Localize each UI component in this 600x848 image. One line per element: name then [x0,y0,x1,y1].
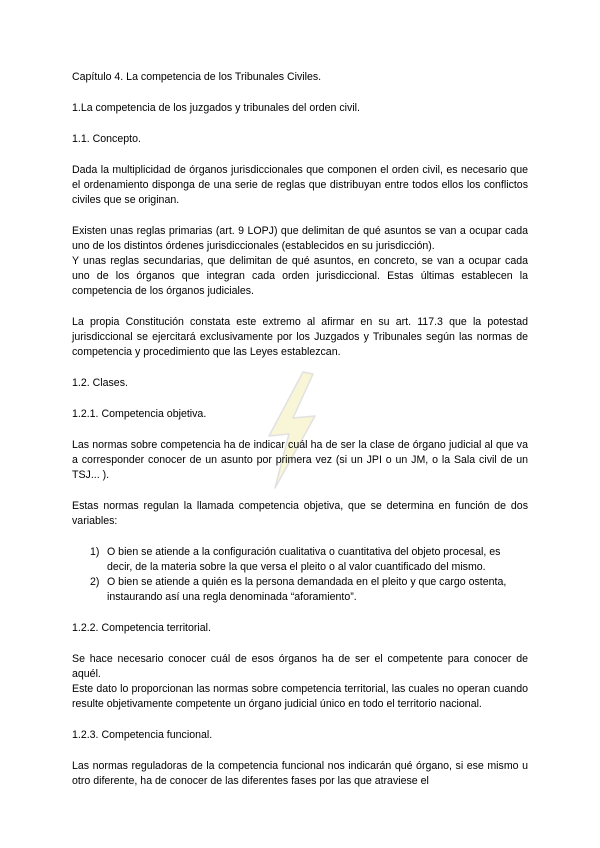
chapter-title: Capítulo 4. La competencia de los Tribunales Civiles. [72,71,322,83]
section-1-title: 1.La competencia de los juzgados y tribunales del orden civil. [72,102,360,114]
paragraph-concepto-1: Dada la multiplicidad de órganos jurisdiccionales que componen el orden civil, es necesario que el ordenamiento disponga de una serie de reglas que distribuyan entre todos ellos los conflictos civiles que se originan. [72,164,528,206]
paragraph-funcional-1: Las normas reguladoras de la competencia funcional nos indicarán qué órgano, si ese mismo u otro diferente, ha de conocer de las diferentes fases por las que atraviese el [72,760,528,787]
paragraph-objetiva-1: Las normas sobre competencia ha de indicar cuál ha de ser la clase de órgano judicial al que va a corresponder conocer de un asunto por primera vez (si un JPI o un JM, o la Sala civil de un TSJ... ). [72,439,528,481]
variables-list [72,545,528,605]
paragraph-concepto-2b: Y unas reglas secundarias, que delimitan de qué asuntos, en concreto, se van a ocupar cada uno de los órganos que integran cada orden jurisdiccional. Estas últimas establecen la competencia de los órganos judiciales. [72,255,528,297]
section-1-2-1-title: 1.2.1. Competencia objetiva. [72,408,207,420]
paragraph-territorial-2: Este dato lo proporcionan las normas sobre competencia territorial, las cuales no operan cuando resulte objetivamente competente un órgano judicial único en todo el territorio nacional. [72,683,528,710]
paragraph-concepto-3: La propia Constitución constata este extremo al afirmar en su art. 117.3 que la potestad jurisdiccional se ejercitará exclusivamente por los Juzgados y Tribunales según las normas de competencia y procedimiento que las Leyes establezcan. [72,316,528,358]
section-1-2-title: 1.2. Clases. [72,377,128,389]
section-1-2-2-title: 1.2.2. Competencia territorial. [72,622,211,634]
paragraph-objetiva-2: Estas normas regulan la llamada competencia objetiva, que se determina en función de dos variables: [72,500,528,527]
list-item [72,545,528,575]
paragraph-territorial-1: Se hace necesario conocer cuál de esos órganos ha de ser el competente para conocer de aquél. [72,653,528,680]
list-item-number: 2) [90,576,100,588]
section-1-2-3-title: 1.2.3. Competencia funcional. [72,729,213,741]
list-item-number: 1) [90,546,100,558]
list-item-text: O bien se atiende a quién es la persona demandada en el pleito y que cargo ostenta, instaurando así una regla denominada “aforamiento”. [107,576,507,603]
list-item [72,575,528,605]
list-item-text: O bien se atiende a la configuración cualitativa o cuantitativa del objeto procesal, es decir, de la materia sobre la que versa el pleito o al valor cuantificado del mismo. [107,546,501,573]
document-page [72,70,528,805]
section-1-1-title: 1.1. Concepto. [72,133,141,145]
paragraph-concepto-2a: Existen unas reglas primarias (art. 9 LOPJ) que delimitan de qué asuntos se van a ocupar cada uno de los distintos órdenes jurisdiccionales (establecidos en su jurisdicción). [72,225,528,252]
